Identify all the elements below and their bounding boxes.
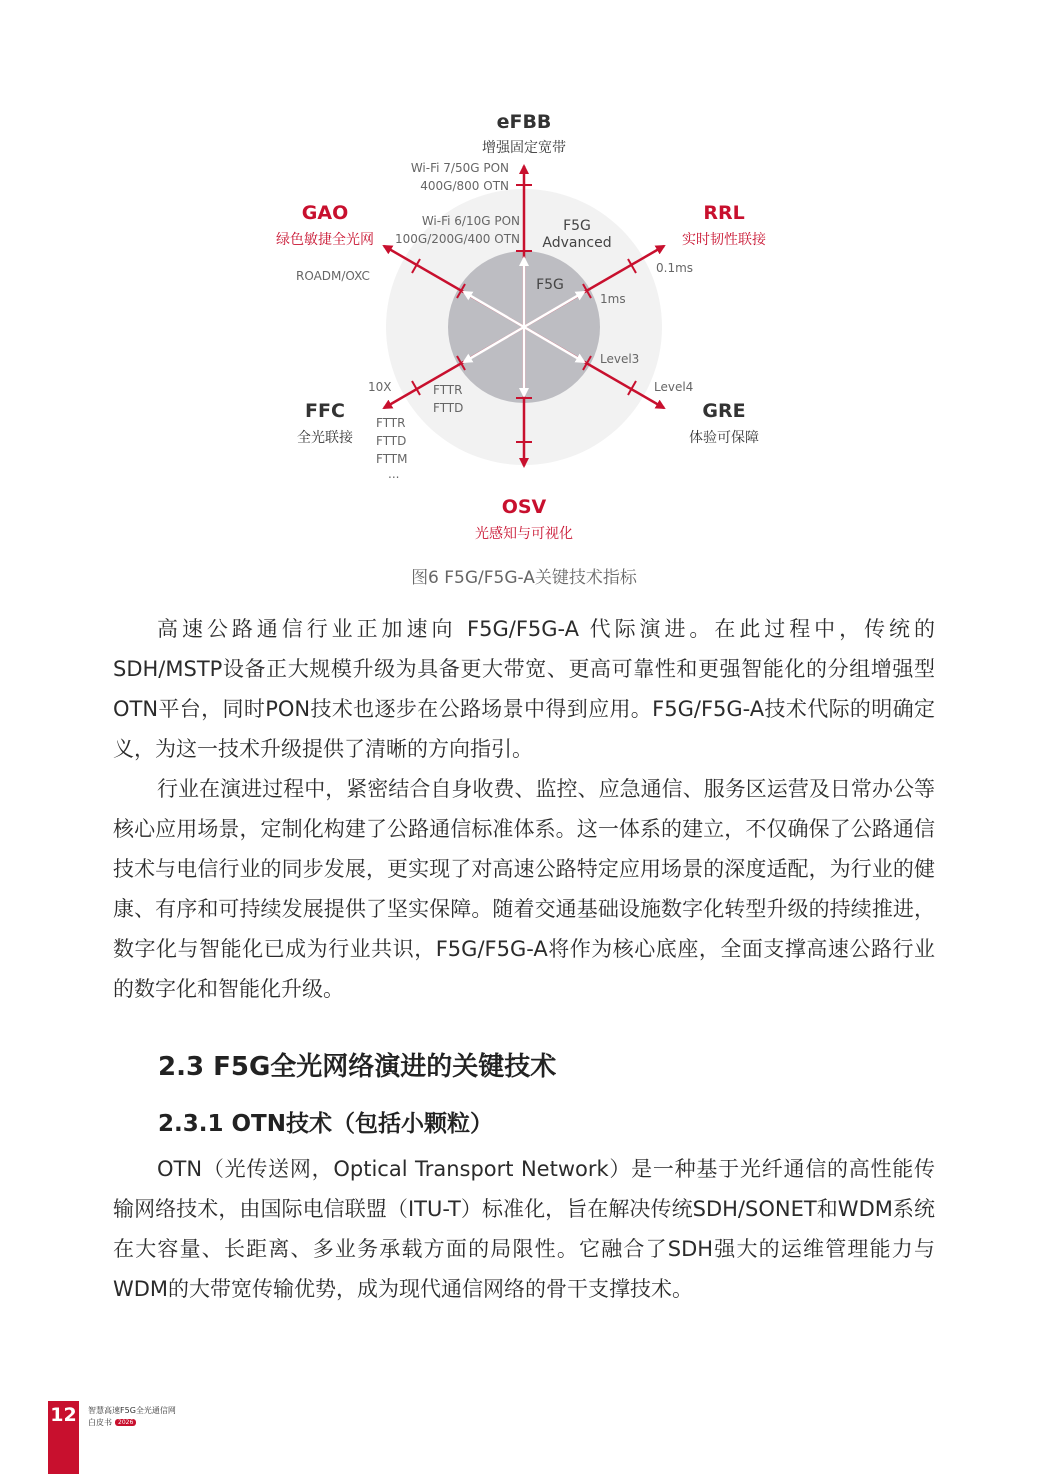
footer-subtitle-text: 白皮书	[88, 1418, 112, 1427]
ffc-label: 10X	[368, 380, 392, 394]
efbb-label: Wi-Fi 6/10G PON	[421, 214, 520, 228]
subsection-heading: 2.3.1 OTN技术（包括小颗粒）	[158, 1111, 493, 1137]
osv-name: OSV	[501, 496, 547, 518]
efbb-label: 100G/200G/400 OTN	[395, 232, 520, 246]
rrl-subtitle: 实时韧性联接	[682, 232, 766, 248]
ffc-label: FTTD	[433, 401, 464, 415]
f5g-advanced-label: F5G	[563, 218, 591, 234]
body-paragraph: 行业在演进过程中，紧密结合自身收费、监控、应急通信、服务区运营及日常办公等核心应用场景，定制化构建了公路通信标准体系。这一体系的建立，不仅确保了公路通信技术与电信行业的同步发展，更实现了对高速公路特定应用场景的深度适配，为行业的健康、有序和可持续发展提供了坚实保障。随着交通基础设施数字化转型升级的持续推进，数字化与智能化已成为行业共识，F5G/F5G-A将作为核心底座，全面支撑高速公路行业的数字化和智能化升级。	[113, 777, 935, 1001]
osv-subtitle: 光感知与可视化	[475, 526, 573, 542]
efbb-name: eFBB	[496, 111, 552, 133]
body-paragraph: 高速公路通信行业正加速向 F5G/F5G-A 代际演进。在此过程中，传统的SDH/MSTP设备正大规模升级为具备更大带宽、更高可靠性和更强智能化的分组增强型OTN平台，同时PON技术也逐步在公路场景中得到应用。F5G/F5G-A技术代际的明确定义，为这一技术升级提供了清晰的方向指引。	[113, 617, 935, 761]
figure-caption: 图6 F5G/F5G-A关键技术指标	[411, 568, 637, 588]
ffc-label: ...	[388, 467, 400, 481]
rrl-name: RRL	[703, 202, 745, 224]
ffc-label: FTTM	[376, 452, 408, 466]
f5g-advanced-label: Advanced	[542, 235, 612, 251]
footer-doc-subtitle	[88, 1417, 136, 1428]
efbb-subtitle: 增强固定宽带	[482, 140, 566, 156]
footer-year-badge: 2026	[115, 1419, 136, 1426]
gre-label: Level4	[654, 380, 694, 394]
ffc-subtitle: 全光联接	[297, 430, 353, 446]
body-paragraph: OTN（光传送网，Optical Transport Network）是一种基于光纤通信的高性能传输网络技术，由国际电信联盟（ITU-T）标准化，旨在解决传统SDH/SONET和WDM系统在大容量、长距离、多业务承载方面的局限性。它融合了SDH强大的运维管理能力与WDM的大带宽传输优势，成为现代通信网络的骨干支撑技术。	[113, 1157, 935, 1301]
gre-label: Level3	[600, 352, 640, 366]
efbb-label: 400G/800 OTN	[420, 179, 509, 193]
ffc-label: FTTR	[376, 416, 406, 430]
f5g-inner-label: F5G	[536, 277, 564, 293]
ffc-name: FFC	[305, 400, 345, 422]
gao-name: GAO	[301, 202, 349, 224]
gre-name: GRE	[702, 400, 746, 422]
ffc-label: FTTR	[433, 383, 463, 397]
rrl-label: 0.1ms	[656, 261, 694, 275]
footer-doc-title: 智慧高速F5G全光通信网	[88, 1406, 176, 1415]
page-number: 12	[50, 1404, 77, 1426]
f5g-key-indicators-diagram	[0, 0, 1048, 600]
efbb-label: Wi-Fi 7/50G PON	[410, 161, 509, 175]
gao-label: ROADM/OXC	[296, 269, 370, 283]
gao-subtitle: 绿色敏捷全光网	[276, 232, 374, 248]
rrl-label: 1ms	[600, 292, 626, 306]
section-heading: 2.3 F5G全光网络演进的关键技术	[158, 1052, 557, 1082]
gre-subtitle: 体验可保障	[689, 430, 759, 446]
ffc-label: FTTD	[376, 434, 407, 448]
